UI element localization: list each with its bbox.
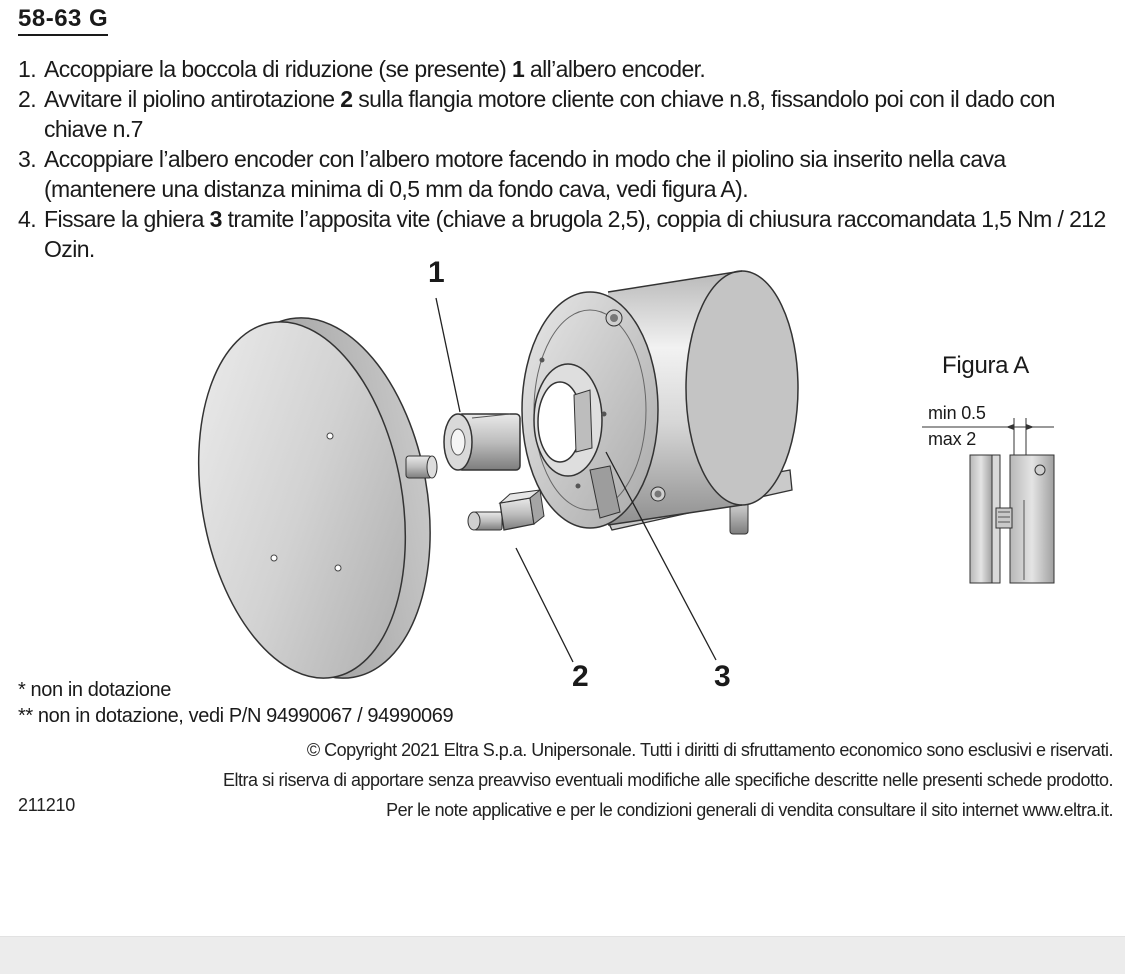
- bottom-bar: [0, 936, 1125, 974]
- step-part-ref: 2: [340, 86, 353, 112]
- step-text: Accoppiare l’albero encoder con l’albero motore facendo in modo che il piolino sia inserito nella cava (mantenere una distanza minima di 0,5 mm da fondo cava, vedi figura A).: [44, 146, 1006, 202]
- step-text: Fissare la ghiera: [44, 206, 210, 232]
- footnotes: [18, 677, 453, 729]
- step-text: sulla flangia motore cliente con chiave n.8, fissandolo poi con il dado con chiave n.7: [44, 86, 1055, 142]
- step-part-ref: 3: [209, 206, 222, 232]
- figure-a-min-label: min 0.5: [928, 403, 986, 423]
- instruction-step-2: [18, 84, 1118, 144]
- step-text: Accoppiare la boccola di riduzione (se presente): [44, 56, 512, 82]
- footer-disclaimer: Eltra si riserva di apportare senza preavviso eventuali modifiche alle specifiche descritte nelle presenti schede prodotto.: [222, 770, 1113, 790]
- instruction-step-1: [18, 54, 1118, 84]
- callout-1: 1: [428, 256, 445, 289]
- step-text: tramite l’apposita vite (chiave a brugola 2,5), coppia di chiusura raccomandata 1,5 Nm / 212 Ozin.: [44, 206, 1106, 262]
- motor-flange-disc: [172, 301, 457, 696]
- figure-a-title: Figura A: [942, 352, 1029, 379]
- leader-line-2: [516, 548, 573, 662]
- anti-rotation-pin: [468, 490, 544, 530]
- callout-2: 2: [572, 660, 589, 693]
- figure-a-max-label: max 2: [928, 429, 977, 449]
- step-text: all’albero encoder.: [524, 56, 706, 82]
- callout-3: 3: [714, 660, 731, 693]
- leader-line-1: [436, 298, 460, 412]
- footer-copyright: © Copyright 2021 Eltra S.p.a. Unipersonale. Tutti i diritti di sfruttamento economico sono esclusivi e riservati.: [306, 740, 1113, 760]
- footnote-1: * non in dotazione: [18, 679, 171, 701]
- encoder-body: [522, 271, 798, 534]
- step-number: 3.: [18, 146, 36, 172]
- section-heading: 58-63 G: [18, 6, 108, 36]
- step-number: 4.: [18, 206, 36, 232]
- instruction-step-3: [18, 144, 1118, 204]
- footer-website-note: Per le note applicative e per le condizioni generali di vendita consultare il sito internet www.eltra.it.: [386, 800, 1113, 820]
- instruction-list: [18, 54, 1118, 264]
- footnote-2: ** non in dotazione, vedi P/N 94990067 / 94990069: [18, 705, 454, 727]
- step-part-ref: 1: [511, 56, 525, 82]
- reduction-bushing: [444, 414, 520, 470]
- step-number: 2.: [18, 86, 36, 112]
- step-number: 1.: [18, 56, 36, 82]
- footer-legal: [223, 735, 1113, 825]
- assembly-illustration: [0, 250, 1125, 710]
- step-text: Avvitare il piolino antirotazione: [44, 86, 341, 112]
- document-code: 211210: [18, 795, 75, 815]
